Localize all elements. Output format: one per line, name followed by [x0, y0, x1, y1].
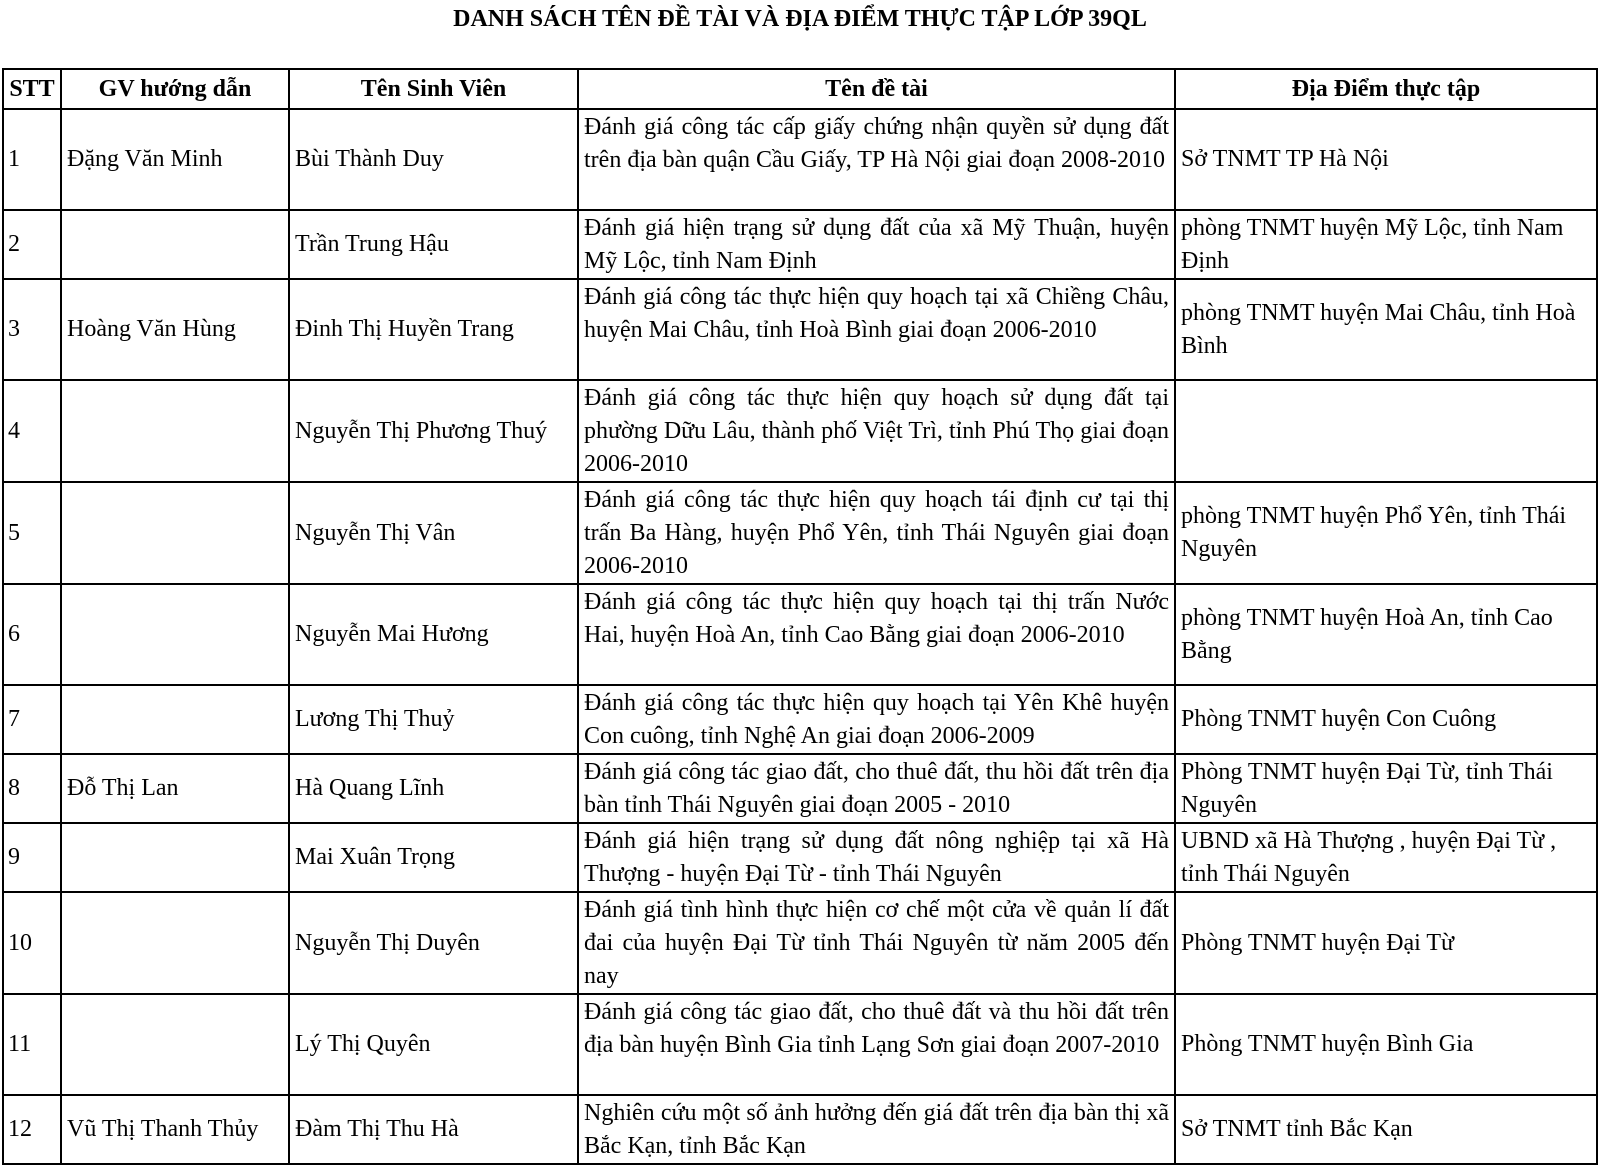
cell-stt: 4 [3, 380, 61, 482]
table-row [3, 279, 1597, 380]
table-row [3, 1095, 1597, 1164]
cell-topic: Đánh giá hiện trạng sử dụng đất nông nghiệp tại xã Hà Thượng - huyện Đại Từ - tỉnh Thái Nguyên [578, 823, 1175, 892]
cell-advisor [61, 210, 289, 279]
header-student: Tên Sinh Viên [289, 69, 578, 109]
cell-advisor [61, 482, 289, 584]
cell-place: Sở TNMT TP Hà Nội [1175, 109, 1597, 210]
cell-place: UBND xã Hà Thượng , huyện Đại Từ , tỉnh Thái Nguyên [1175, 823, 1597, 892]
cell-student: Nguyễn Thị Duyên [289, 892, 578, 994]
cell-student: Nguyễn Thị Phương Thuý [289, 380, 578, 482]
document-title: DANH SÁCH TÊN ĐỀ TÀI VÀ ĐỊA ĐIỂM THỰC TẬP LỚP 39QL [453, 6, 1147, 32]
cell-topic: Đánh giá công tác thực hiện quy hoạch sử dụng đất tại phường Dữu Lâu, thành phố Việt Trì, tỉnh Phú Thọ giai đoạn 2006-2010 [578, 380, 1175, 482]
table-row [3, 482, 1597, 584]
cell-place: phòng TNMT huyện Phổ Yên, tỉnh Thái Nguyên [1175, 482, 1597, 584]
header-stt: STT [3, 69, 61, 109]
cell-stt: 6 [3, 584, 61, 685]
cell-place: Phòng TNMT huyện Con Cuông [1175, 685, 1597, 754]
cell-student: Trần Trung Hậu [289, 210, 578, 279]
cell-place: Phòng TNMT huyện Bình Gia [1175, 994, 1597, 1095]
cell-advisor [61, 892, 289, 994]
table-row [3, 892, 1597, 994]
cell-stt: 2 [3, 210, 61, 279]
cell-topic: Đánh giá công tác thực hiện quy hoạch tái định cư tại thị trấn Ba Hàng, huyện Phổ Yên, tỉnh Thái Nguyên giai đoạn 2006-2010 [578, 482, 1175, 584]
cell-topic: Nghiên cứu một số ảnh hưởng đến giá đất trên địa bàn thị xã Bắc Kạn, tỉnh Bắc Kạn [578, 1095, 1175, 1164]
cell-student: Lương Thị Thuỷ [289, 685, 578, 754]
cell-student: Nguyễn Thị Vân [289, 482, 578, 584]
cell-stt: 11 [3, 994, 61, 1095]
table-row [3, 994, 1597, 1095]
cell-topic: Đánh giá công tác thực hiện quy hoạch tại thị trấn Nước Hai, huyện Hoà An, tỉnh Cao Bằng giai đoạn 2006-2010 [578, 584, 1175, 685]
cell-advisor: Hoàng Văn Hùng [61, 279, 289, 380]
cell-place: Sở TNMT tỉnh Bắc Kạn [1175, 1095, 1597, 1164]
cell-topic: Đánh giá công tác giao đất, cho thuê đất và thu hồi đất trên địa bàn huyện Bình Gia tỉnh Lạng Sơn giai đoạn 2007-2010 [578, 994, 1175, 1095]
cell-student: Nguyễn Mai Hương [289, 584, 578, 685]
cell-stt: 1 [3, 109, 61, 210]
cell-student: Hà Quang Lĩnh [289, 754, 578, 823]
cell-student: Lý Thị Quyên [289, 994, 578, 1095]
cell-stt: 12 [3, 1095, 61, 1164]
cell-stt: 7 [3, 685, 61, 754]
cell-place: phòng TNMT huyện Mai Châu, tỉnh Hoà Bình [1175, 279, 1597, 380]
cell-stt: 8 [3, 754, 61, 823]
cell-advisor [61, 685, 289, 754]
cell-student: Mai Xuân Trọng [289, 823, 578, 892]
cell-topic: Đánh giá hiện trạng sử dụng đất của xã Mỹ Thuận, huyện Mỹ Lộc, tỉnh Nam Định [578, 210, 1175, 279]
cell-topic: Đánh giá công tác giao đất, cho thuê đất, thu hồi đất trên địa bàn tỉnh Thái Nguyên giai đoạn 2005 - 2010 [578, 754, 1175, 823]
cell-student: Bùi Thành Duy [289, 109, 578, 210]
cell-advisor: Đỗ Thị Lan [61, 754, 289, 823]
cell-advisor [61, 380, 289, 482]
cell-advisor: Đặng Văn Minh [61, 109, 289, 210]
cell-topic: Đánh giá tình hình thực hiện cơ chế một cửa về quản lí đất đai của huyện Đại Từ tỉnh Thái Nguyên từ năm 2005 đến nay [578, 892, 1175, 994]
cell-place: Phòng TNMT huyện Đại Từ [1175, 892, 1597, 994]
cell-place: Phòng TNMT huyện Đại Từ, tỉnh Thái Nguyên [1175, 754, 1597, 823]
cell-student: Đinh Thị Huyền Trang [289, 279, 578, 380]
table-header-row [3, 69, 1597, 109]
header-place: Địa Điểm thực tập [1175, 69, 1597, 109]
cell-stt: 3 [3, 279, 61, 380]
cell-place [1175, 380, 1597, 482]
cell-stt: 5 [3, 482, 61, 584]
cell-advisor: Vũ Thị Thanh Thủy [61, 1095, 289, 1164]
cell-topic: Đánh giá công tác cấp giấy chứng nhận quyền sử dụng đất trên địa bàn quận Cầu Giấy, TP Hà Nội giai đoạn 2008-2010 [578, 109, 1175, 210]
table-row [3, 109, 1597, 210]
table-row [3, 380, 1597, 482]
header-advisor: GV hướng dẫn [61, 69, 289, 109]
cell-advisor [61, 584, 289, 685]
table-row [3, 685, 1597, 754]
cell-stt: 10 [3, 892, 61, 994]
table-row [3, 823, 1597, 892]
cell-topic: Đánh giá công tác thực hiện quy hoạch tại xã Chiềng Châu, huyện Mai Châu, tỉnh Hoà Bình giai đoạn 2006-2010 [578, 279, 1175, 380]
cell-place: phòng TNMT huyện Hoà An, tỉnh Cao Bằng [1175, 584, 1597, 685]
table-row [3, 210, 1597, 279]
internship-table [2, 68, 1598, 1165]
cell-place: phòng TNMT huyện Mỹ Lộc, tỉnh Nam Định [1175, 210, 1597, 279]
cell-advisor [61, 823, 289, 892]
table-row [3, 754, 1597, 823]
cell-topic: Đánh giá công tác thực hiện quy hoạch tại Yên Khê huyện Con cuông, tỉnh Nghệ An giai đoạn 2006-2009 [578, 685, 1175, 754]
cell-student: Đàm Thị Thu Hà [289, 1095, 578, 1164]
table-row [3, 584, 1597, 685]
header-topic: Tên đề tài [578, 69, 1175, 109]
cell-advisor [61, 994, 289, 1095]
cell-stt: 9 [3, 823, 61, 892]
